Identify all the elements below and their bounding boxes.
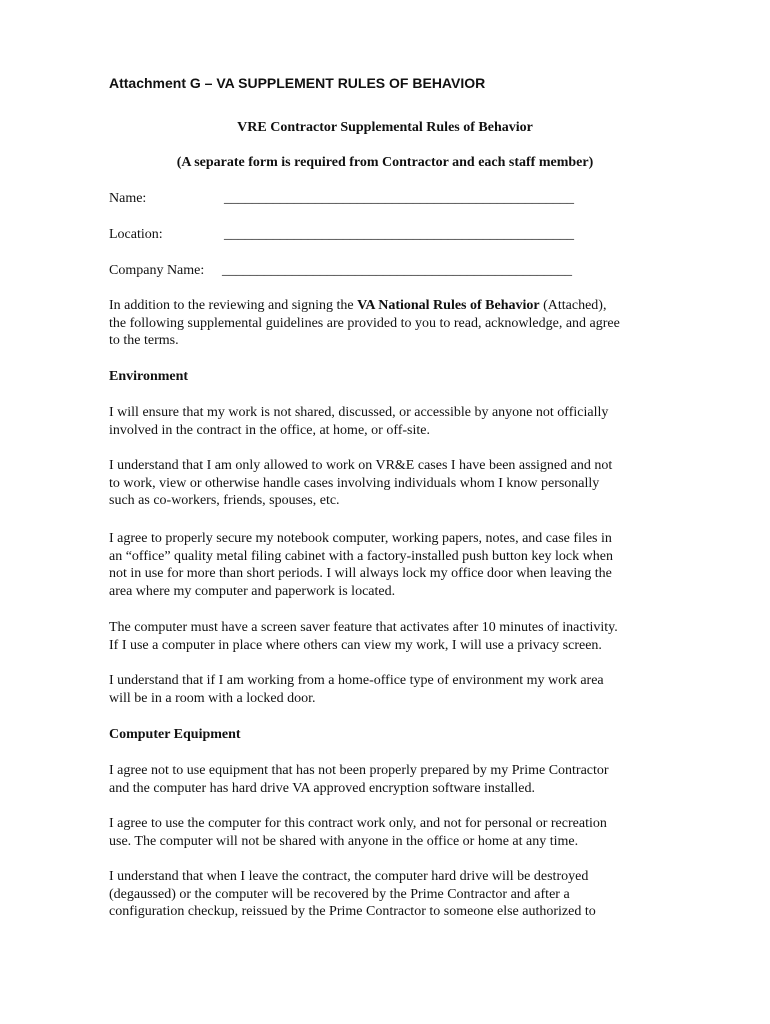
equipment-paragraph-2: I agree to use the computer for this contract work only, and not for personal or recreation use. The computer will not be shared with anyone in the office or home at any time.: [109, 816, 607, 849]
company-name-label: Company Name:: [109, 263, 205, 278]
form-subtitle: (A separate form is required from Contractor and each staff member): [176, 155, 594, 170]
environment-heading: Environment: [109, 369, 189, 384]
intro-line-2: the following supplemental guidelines are provided to you to read, acknowledge, and agree: [109, 315, 620, 331]
location-line[interactable]: __________________________________________________: [224, 227, 574, 242]
environment-paragraph-2: I understand that I am only allowed to work on VR&E cases I have been assigned and not to work, view or otherwise handle cases involving individuals whom I know personally such as co-workers, friends, spouses, etc.: [109, 458, 613, 508]
environment-paragraph-4: The computer must have a screen saver feature that activates after 10 minutes of inactivity. If I use a computer in place where others can view my work, I will use a privacy screen.: [109, 620, 618, 653]
intro-line-1: In addition to the reviewing and signing the VA National Rules of Behavior (Attached),: [109, 298, 607, 313]
environment-paragraph-1: I will ensure that my work is not shared, discussed, or accessible by anyone not officially involved in the contract in the office, at home, or off-site.: [109, 405, 609, 438]
location-label: Location:: [109, 227, 163, 242]
attachment-title: Attachment G – VA SUPPLEMENT RULES OF BEHAVIOR: [109, 75, 486, 91]
name-line[interactable]: __________________________________________________: [224, 191, 574, 206]
equipment-paragraph-1: I agree not to use equipment that has not been properly prepared by my Prime Contractor and the computer has hard drive VA approved encryption software installed.: [109, 763, 609, 796]
environment-paragraph-5: I understand that if I am working from a home-office type of environment my work area will be in a room with a locked door.: [109, 673, 604, 706]
intro-line-3: to the terms.: [109, 333, 179, 348]
form-title: VRE Contractor Supplemental Rules of Behavior: [237, 120, 533, 135]
environment-paragraph-3: I agree to properly secure my notebook computer, working papers, notes, and case files in an “office” quality metal filing cabinet with a factory-installed push button key lock when not in use for more than short periods. I will always lock my office door when leaving the area where my computer and paperwork is located.: [109, 531, 613, 599]
intro-paragraph: [109, 297, 669, 350]
name-label: Name:: [109, 191, 147, 206]
company-name-line[interactable]: __________________________________________________: [222, 263, 572, 278]
equipment-paragraph-3: I understand that when I leave the contract, the computer hard drive will be destroyed (degaussed) or the computer will be recovered by the Prime Contractor and after a configuration checkup, reissued by the Prime Contractor to someone else authorized to: [109, 869, 596, 919]
computer-equipment-heading: Computer Equipment: [109, 727, 241, 742]
rules-of-behavior-reference: VA National Rules of Behavior: [357, 298, 540, 313]
